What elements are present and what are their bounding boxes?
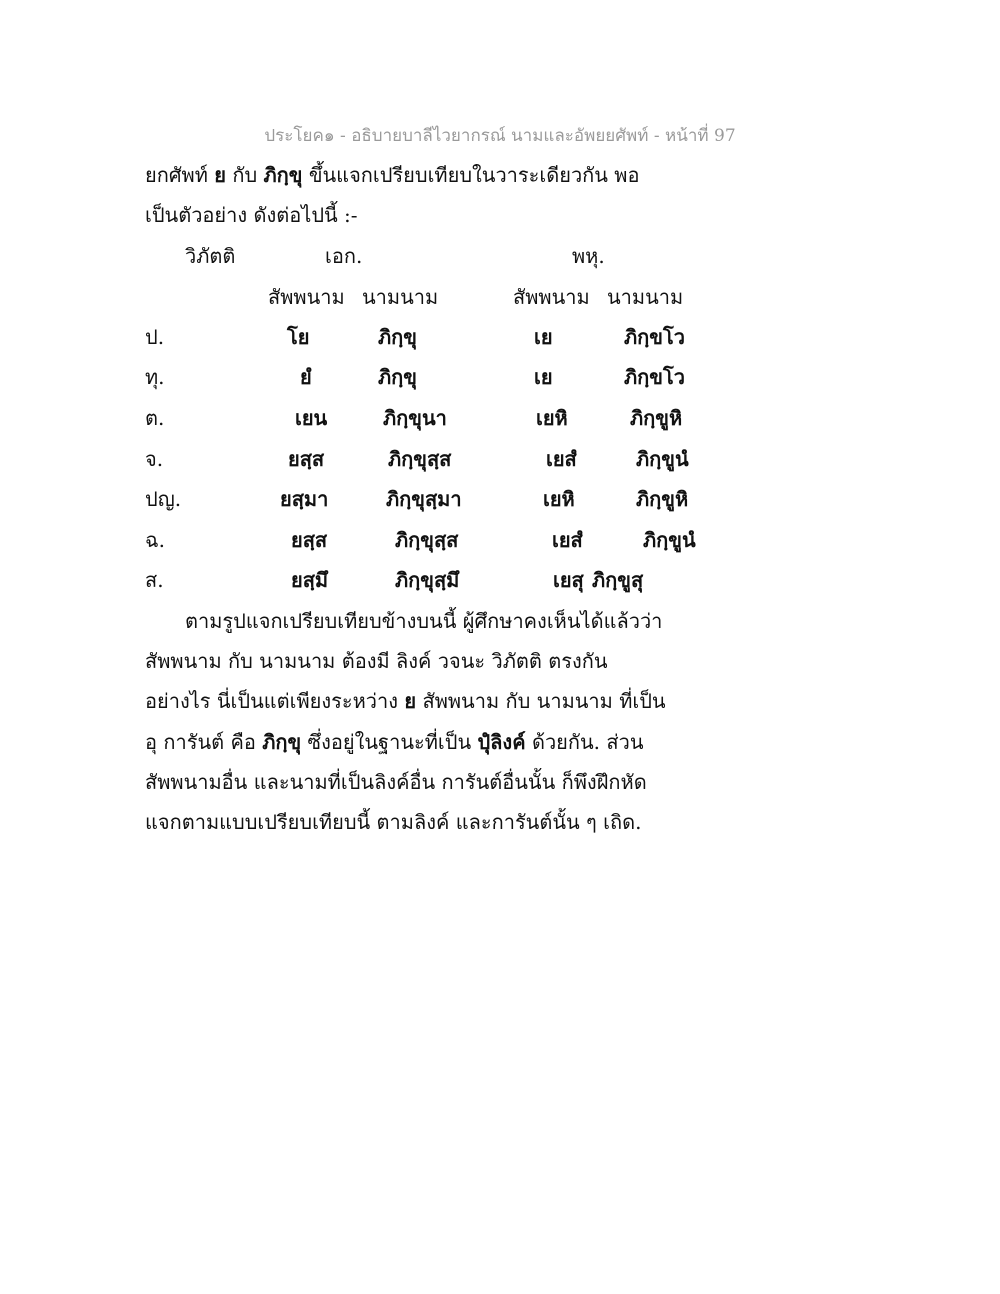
table-header-vibhatti: วิภัตติ [185,244,236,268]
closing-line-3 [145,691,666,711]
bahu-pronoun: เยสํ [552,528,583,552]
intro-line-2: เป็นตัวอย่าง ดังต่อไปนี้ :- [145,203,358,227]
eka-pronoun: ยสฺมา [280,487,329,511]
bahu-noun: ภิกฺขโว [624,325,685,349]
subheader-noun-bahu: นามนาม [607,285,684,309]
case-label: ส. [145,568,164,592]
bahu-noun: ภิกฺขูนํ [643,528,696,552]
bahu-noun: ภิกฺขูหิ [630,406,683,430]
eka-noun: ภิกฺขุ [378,365,417,389]
bahu-pronoun: เยหิ [543,487,575,511]
bahu-pronoun: เยสํ [546,447,577,471]
closing-line-6: แจกตามแบบเปรียบเทียบนี้ ตามลิงค์ และการันต์นั้น ๆ เถิด. [145,810,642,834]
bahu-noun: ภิกฺขูสุ [592,568,644,592]
table-header-eka: เอก. [325,244,363,268]
eka-noun: ภิกฺขุ [378,325,417,349]
eka-pronoun: ยสฺส [288,447,325,471]
bahu-pronoun: เยหิ [536,406,568,430]
eka-noun: ภิกฺขุสฺมึ [395,568,460,592]
bahu-noun: ภิกฺขูนํ [636,447,689,471]
case-label: จ. [145,447,164,471]
bahu-pronoun: เยสุ [553,568,584,592]
bahu-pronoun: เย [534,325,553,349]
closing-line-1: ตามรูปแจกเปรียบเทียบข้างบนนี้ ผู้ศึกษาคงเห็นได้แล้วว่า [185,609,663,633]
closing-line-4 [145,732,644,752]
term-bhikkhu: ภิกฺขุ [263,163,303,187]
case-label: ต. [145,406,165,430]
intro-text: ขึ้นแจกเปรียบเทียบในวาระเดียวกัน พอ [308,163,640,187]
case-label: ป. [145,325,165,349]
table-header-bahu: พหุ. [572,244,605,268]
subheader-pronoun-eka: สัพพนาม [268,285,345,309]
term-ya: ย [404,689,417,713]
term-bhikkhu: ภิกฺขุ [262,730,302,754]
term-pulinga: ปุํลิงค์ [477,730,526,754]
eka-noun: ภิกฺขุสฺส [395,528,459,552]
bahu-noun: ภิกฺขโว [624,365,685,389]
case-label: ฉ. [145,528,165,552]
intro-text: กับ [232,163,258,187]
eka-pronoun: เยน [295,406,328,430]
eka-noun: ภิกฺขุนา [383,406,447,430]
case-label: ปญ. [145,487,182,511]
case-label: ทุ. [145,365,165,389]
subheader-noun-eka: นามนาม [362,285,439,309]
eka-pronoun: ยสฺส [291,528,328,552]
eka-noun: ภิกฺขุสฺมา [386,487,462,511]
intro-text: ยกศัพท์ [145,163,208,187]
eka-noun: ภิกฺขุสฺส [388,447,452,471]
closing-text: อย่างไร นี่เป็นแต่เพียงระหว่าง [145,689,399,713]
eka-pronoun: โย [287,325,310,349]
closing-text: อุ การันต์ คือ [145,730,256,754]
closing-line-2: สัพพนาม กับ นามนาม ต้องมี ลิงค์ วจนะ วิภัตติ ตรงกัน [145,649,608,673]
eka-pronoun: ยํ [300,365,312,389]
closing-text: ด้วยกัน. ส่วน [531,730,644,754]
running-header: ประโยค๑ - อธิบายบาลีไวยากรณ์ นามและอัพยยศัพท์ - หน้าที่ 97 [264,126,736,146]
eka-pronoun: ยสฺมึ [291,568,329,592]
bahu-noun: ภิกฺขูหิ [636,487,689,511]
subheader-pronoun-bahu: สัพพนาม [513,285,590,309]
intro-line-1 [145,165,640,185]
term-ya: ย [214,163,226,187]
closing-text: ซึ่งอยู่ในฐานะที่เป็น [307,730,472,754]
closing-line-5: สัพพนามอื่น และนามที่เป็นลิงค์อื่น การันต์อื่นนั้น ก็พึงฝึกหัด [145,770,647,794]
bahu-pronoun: เย [534,365,553,389]
closing-text: สัพพนาม กับ นามนาม ที่เป็น [422,689,666,713]
